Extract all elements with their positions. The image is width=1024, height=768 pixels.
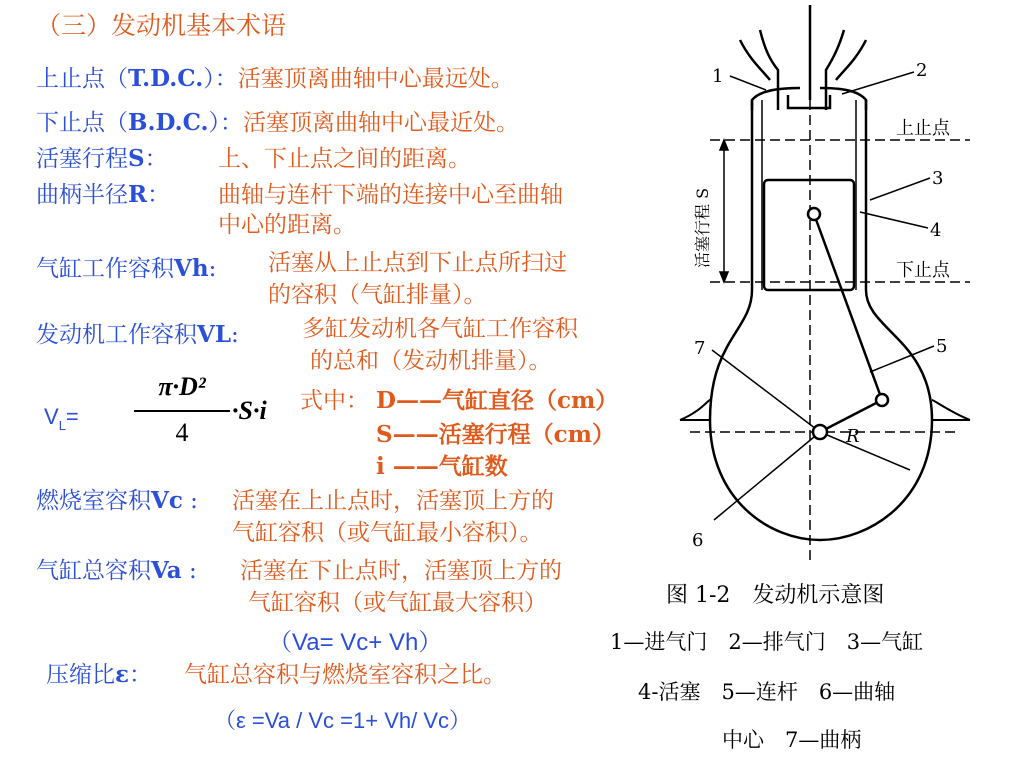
term-r-sym: R	[128, 181, 148, 208]
figure-caption-title: 图 1-2 发动机示意图	[666, 583, 885, 608]
term-vc-def-1: 活塞在上止点时，活塞顶上方的	[232, 488, 554, 514]
term-vh-def-2: 的容积（气缸排量）。	[268, 282, 487, 308]
term-stroke-def: 上、下止点之间的距离。	[218, 146, 471, 172]
term-tdc-close: ）：	[203, 66, 238, 92]
term-vh-def-1: 活塞从上止点到下止点所扫过	[268, 250, 567, 276]
leader-5	[870, 346, 934, 372]
term-ratio-sym: ε	[115, 661, 129, 688]
label-bdc: 下止点	[896, 260, 950, 281]
term-vl-label: 发动机工作容积	[36, 322, 197, 348]
formula-where: 式中：	[300, 388, 369, 414]
term-vh	[36, 254, 216, 284]
label-1: 1	[712, 66, 724, 87]
term-vh-label: 气缸工作容积	[36, 256, 174, 282]
formula-lhs-v: V	[44, 404, 59, 429]
stroke-arrow-top	[720, 140, 728, 150]
term-stroke-sym: S	[128, 145, 145, 172]
term-stroke-colon: ：	[144, 146, 168, 172]
exhaust-port-right	[826, 30, 844, 110]
label-r: R	[846, 426, 860, 447]
term-vl-def-2: 的总和（发动机排量）。	[310, 348, 552, 374]
term-va	[36, 556, 197, 586]
term-vc-def-2: 气缸容积（或气缸最小容积）。	[232, 520, 543, 546]
crank-center-leader-6	[714, 432, 820, 520]
formula-fraction-bar	[134, 410, 230, 412]
flange-left-curve	[680, 400, 710, 420]
term-r-def-1: 曲轴与连杆下端的连接中心至曲轴	[218, 182, 563, 208]
section-title: （三）发动机基本术语	[36, 11, 287, 40]
term-va-def-2: 气缸容积（或气缸最大容积）	[248, 590, 547, 616]
term-tdc	[36, 64, 514, 94]
term-vl	[36, 320, 239, 350]
term-r-def-2: 中心的距离。	[218, 212, 356, 238]
formula-lhs	[44, 404, 79, 433]
term-va-colon: :	[181, 558, 197, 584]
term-r-label: 曲柄半径	[36, 182, 128, 208]
term-crank-radius	[36, 180, 170, 210]
crankcase	[710, 290, 932, 540]
term-va-label: 气缸总容积	[36, 558, 151, 584]
formula-lhs-sub: L	[58, 418, 66, 433]
stroke-arrow-bottom	[720, 272, 728, 282]
formula-denominator: 4	[175, 418, 189, 447]
term-ratio	[46, 660, 152, 690]
term-bdc-label: 下止点（	[36, 110, 128, 136]
term-tdc-def: 活塞顶离曲轴中心最远处。	[237, 66, 514, 92]
leader-2	[842, 72, 914, 94]
figure-caption-line-1: 1—进气门 2—排气门 3—气缸	[610, 630, 924, 654]
term-vl-colon: :	[231, 322, 239, 348]
term-tdc-label: 上止点（	[36, 66, 128, 92]
label-tdc: 上止点	[896, 118, 950, 139]
crankshaft-center	[813, 425, 827, 439]
term-tdc-abbr: T.D.C.	[128, 65, 204, 92]
label-stroke: 活塞行程 S	[693, 187, 712, 268]
crank-pin	[876, 394, 888, 406]
term-r-colon: ：	[147, 182, 171, 208]
term-vh-sym: Vh	[174, 255, 209, 282]
term-bdc	[36, 108, 519, 138]
term-vc-label: 燃烧室容积	[36, 488, 151, 514]
term-vl-def-1: 多缸发动机各气缸工作容积	[302, 316, 578, 342]
leader-3	[870, 178, 930, 200]
term-bdc-def: 活塞顶离曲轴中心最近处。	[243, 110, 519, 136]
label-7: 7	[694, 338, 706, 359]
label-2: 2	[916, 60, 928, 81]
term-ratio-def: 气缸总容积与燃烧室容积之比。	[184, 662, 506, 688]
ratio-formula: （ε =Va / Vc =1+ Vh/ Vc）	[214, 708, 472, 733]
term-stroke-label: 活塞行程	[36, 146, 128, 172]
exhaust-port-right-outer	[836, 40, 866, 80]
head-left	[752, 88, 800, 110]
term-vc-sym: Vc	[151, 487, 183, 514]
label-3: 3	[932, 168, 944, 189]
formula-lhs-eq: =	[65, 404, 79, 429]
term-vh-colon: :	[208, 256, 217, 282]
piston	[764, 180, 854, 290]
label-5: 5	[936, 336, 948, 357]
term-bdc-close: ）：	[208, 110, 243, 136]
figure-caption-line-2: 4-活塞 5—连杆 6—曲轴	[638, 680, 896, 704]
engine-diagram	[670, 0, 1024, 570]
term-stroke	[36, 144, 168, 174]
leader-1	[730, 76, 766, 90]
piston-pin	[808, 208, 820, 220]
term-ratio-label: 压缩比	[46, 662, 115, 688]
term-vl-sym: VL	[197, 321, 232, 348]
formula-var-i: i ——气缸数	[376, 453, 508, 480]
leader-4	[860, 212, 928, 228]
term-vc-colon: :	[182, 488, 198, 514]
figure-caption-line-3: 中心 7—曲柄	[722, 728, 862, 752]
term-vc	[36, 486, 198, 516]
formula-var-d: D——气缸直径（cm）	[376, 387, 619, 414]
flange-right-curve	[932, 400, 970, 420]
formula-rest: ·S·i	[232, 396, 267, 425]
term-va-sym: Va	[151, 557, 182, 584]
term-bdc-abbr: B.D.C.	[128, 109, 209, 136]
label-4: 4	[930, 220, 942, 241]
label-6: 6	[692, 530, 704, 551]
formula-numerator: π·D²	[158, 372, 206, 401]
term-ratio-colon: ：	[128, 662, 152, 688]
r-dimension-line	[820, 432, 910, 470]
crank-circle-radius-7	[712, 350, 820, 432]
term-va-def-1: 活塞在下止点时，活塞顶上方的	[240, 558, 562, 584]
formula-var-s: S——活塞行程（cm）	[376, 421, 615, 448]
va-formula: （Va= Vc+ Vh）	[268, 629, 443, 656]
